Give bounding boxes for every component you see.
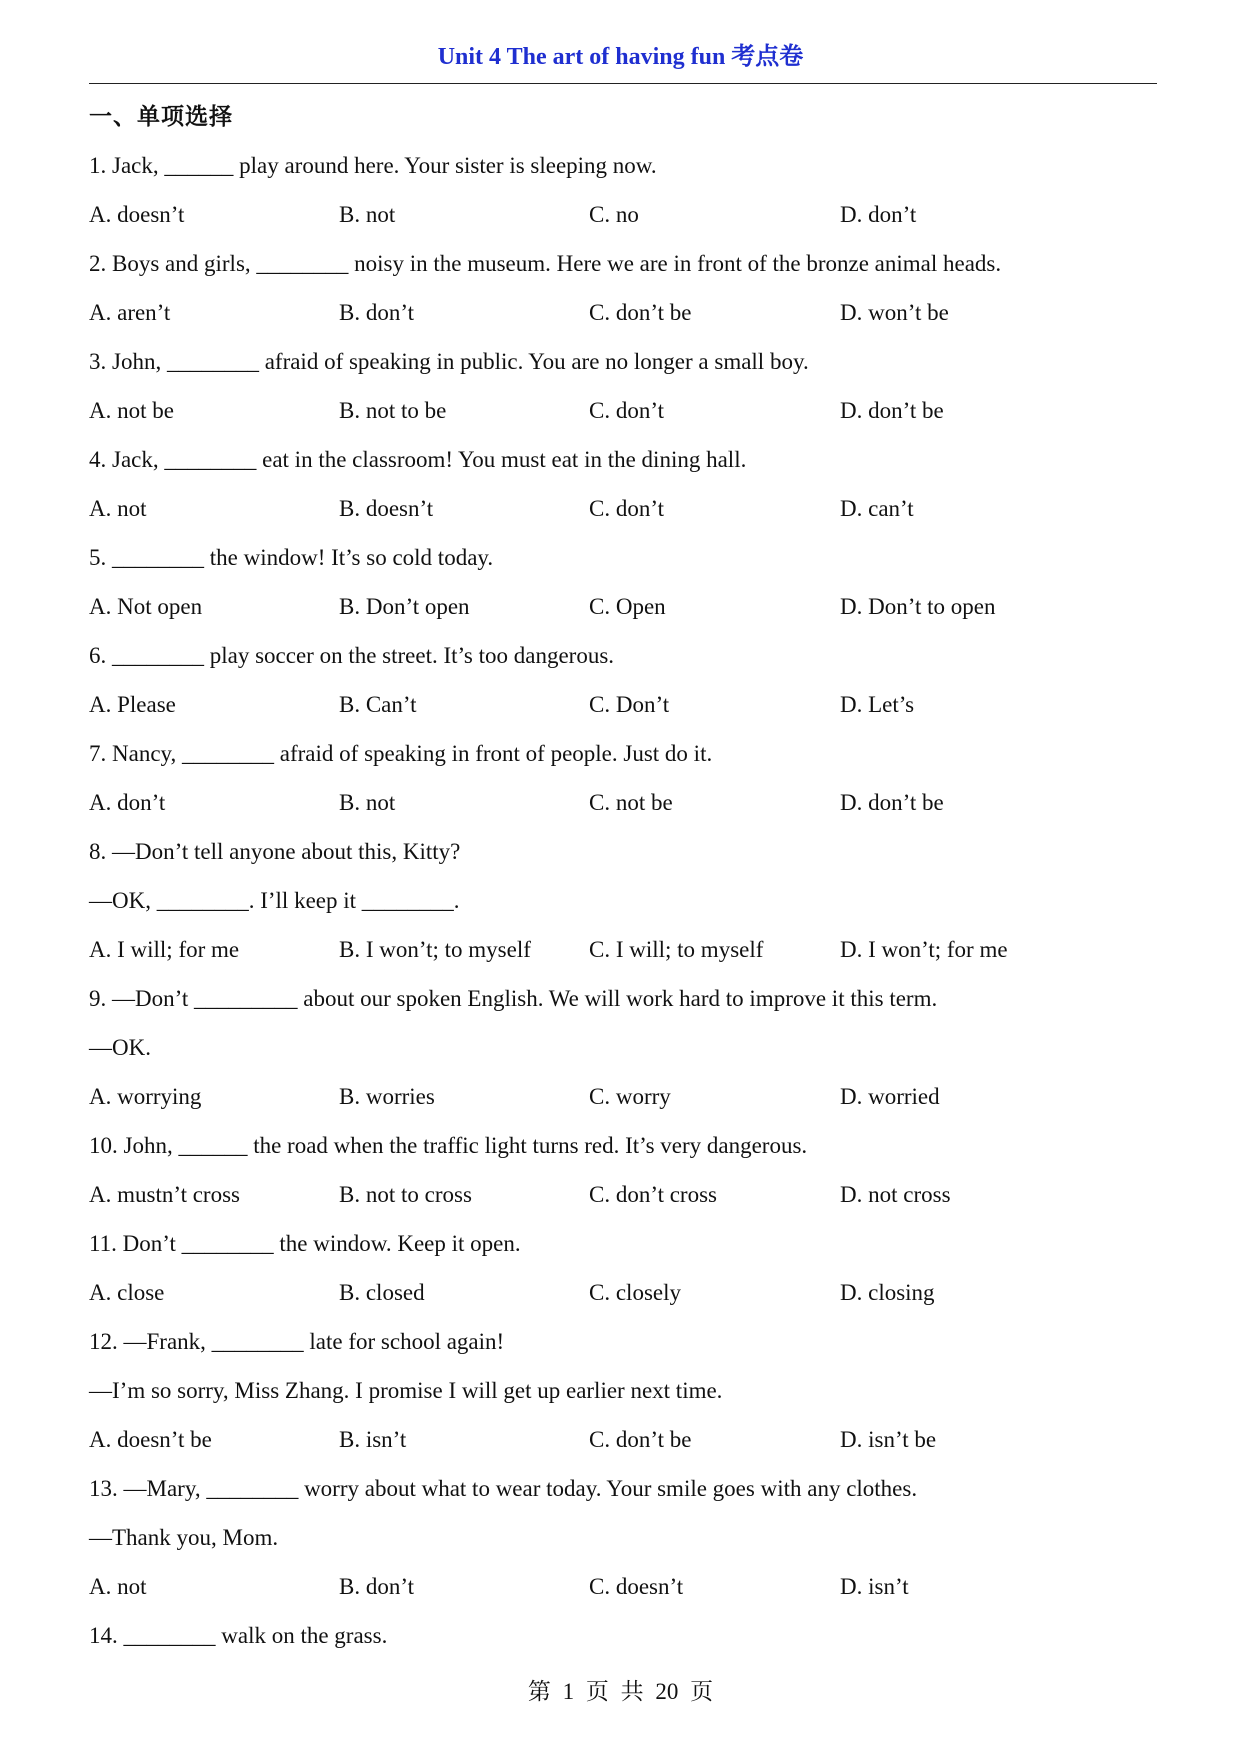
option-d[interactable]: D. don’t be — [840, 790, 944, 815]
question-dialogue-line: —OK. — [89, 1035, 151, 1060]
option-c[interactable]: C. closely — [589, 1280, 681, 1305]
question-stem: 5. ________ the window! It’s so cold today. — [89, 545, 494, 570]
option-d[interactable]: D. worried — [840, 1084, 940, 1109]
option-c[interactable]: C. I will; to myself — [589, 937, 764, 962]
options-row — [89, 680, 1169, 729]
options-row — [89, 778, 1169, 827]
header-divider — [89, 83, 1157, 84]
option-c[interactable]: C. Don’t — [589, 692, 670, 717]
question-stem: 3. John, ________ afraid of speaking in public. You are no longer a small boy. — [89, 349, 809, 374]
option-a[interactable]: A. Not open — [89, 594, 203, 619]
option-a[interactable]: A. doesn’t be — [89, 1427, 212, 1452]
option-a[interactable]: A. don’t — [89, 790, 166, 815]
option-c[interactable]: C. doesn’t — [589, 1574, 684, 1599]
option-b[interactable]: B. worries — [339, 1084, 435, 1109]
option-b[interactable]: B. not to cross — [339, 1182, 472, 1207]
options-row — [89, 1170, 1169, 1219]
option-d[interactable]: D. not cross — [840, 1182, 951, 1207]
question-stem: 7. Nancy, ________ afraid of speaking in front of people. Just do it. — [89, 741, 713, 766]
option-a[interactable]: A. aren’t — [89, 300, 171, 325]
question-stem: 14. ________ walk on the grass. — [89, 1623, 388, 1648]
option-b[interactable]: B. don’t — [339, 1574, 414, 1599]
option-c[interactable]: C. not be — [589, 790, 673, 815]
options-row — [89, 1072, 1169, 1121]
option-b[interactable]: B. isn’t — [339, 1427, 407, 1452]
section-title: 一、单项选择 — [89, 104, 233, 129]
option-a[interactable]: A. not be — [89, 398, 174, 423]
question-stem: 2. Boys and girls, ________ noisy in the museum. Here we are in front of the bronze animal heads. — [89, 251, 1002, 276]
option-d[interactable]: D. closing — [840, 1280, 935, 1305]
options-row — [89, 190, 1169, 239]
question-stem: 13. —Mary, ________ worry about what to wear today. Your smile goes with any clothes. — [89, 1476, 918, 1501]
option-d[interactable]: D. won’t be — [840, 300, 949, 325]
option-a[interactable]: A. not — [89, 496, 147, 521]
question-dialogue-line: —I’m so sorry, Miss Zhang. I promise I will get up earlier next time. — [89, 1378, 723, 1403]
option-d[interactable]: D. Let’s — [840, 692, 915, 717]
option-d[interactable]: D. isn’t — [840, 1574, 909, 1599]
option-b[interactable]: B. not to be — [339, 398, 447, 423]
option-c[interactable]: C. Open — [589, 594, 666, 619]
option-a[interactable]: A. Please — [89, 692, 176, 717]
option-b[interactable]: B. not — [339, 202, 396, 227]
option-a[interactable]: A. I will; for me — [89, 937, 240, 962]
question-stem: 11. Don’t ________ the window. Keep it open. — [89, 1231, 521, 1256]
option-a[interactable]: A. doesn’t — [89, 202, 185, 227]
option-c[interactable]: C. don’t — [589, 496, 664, 521]
options-row — [89, 484, 1169, 533]
options-row — [89, 1268, 1169, 1317]
option-c[interactable]: C. don’t cross — [589, 1182, 717, 1207]
option-b[interactable]: B. I won’t; to myself — [339, 937, 531, 962]
question-stem: 9. —Don’t _________ about our spoken English. We will work hard to improve it this term. — [89, 986, 938, 1011]
option-d[interactable]: D. can’t — [840, 496, 914, 521]
option-b[interactable]: B. don’t — [339, 300, 414, 325]
option-a[interactable]: A. mustn’t cross — [89, 1182, 240, 1207]
option-c[interactable]: C. don’t be — [589, 300, 692, 325]
option-d[interactable]: D. don’t be — [840, 398, 944, 423]
options-row — [89, 386, 1169, 435]
options-row — [89, 1562, 1169, 1611]
page-number: 第 1 页 共 20 页 — [527, 1679, 714, 1704]
question-stem: 4. Jack, ________ eat in the classroom! You must eat in the dining hall. — [89, 447, 747, 472]
question-stem: 8. —Don’t tell anyone about this, Kitty? — [89, 839, 461, 864]
options-row — [89, 288, 1169, 337]
question-dialogue-line: —Thank you, Mom. — [89, 1525, 279, 1550]
option-d[interactable]: D. Don’t to open — [840, 594, 996, 619]
option-b[interactable]: B. Don’t open — [339, 594, 470, 619]
option-d[interactable]: D. I won’t; for me — [840, 937, 1008, 962]
options-row — [89, 582, 1169, 631]
question-list — [89, 141, 1169, 1660]
question-stem: 1. Jack, ______ play around here. Your sister is sleeping now. — [89, 153, 657, 178]
option-c[interactable]: C. don’t be — [589, 1427, 692, 1452]
document-title: Unit 4 The art of having fun 考点卷 — [437, 44, 804, 70]
options-row — [89, 925, 1169, 974]
option-c[interactable]: C. no — [589, 202, 639, 227]
option-b[interactable]: B. doesn’t — [339, 496, 434, 521]
options-row — [89, 1415, 1169, 1464]
option-a[interactable]: A. not — [89, 1574, 147, 1599]
question-stem: 10. John, ______ the road when the traffic light turns red. It’s very dangerous. — [89, 1133, 808, 1158]
option-b[interactable]: B. Can’t — [339, 692, 417, 717]
question-stem: 12. —Frank, ________ late for school again! — [89, 1329, 505, 1354]
question-dialogue-line: —OK, ________. I’ll keep it ________. — [89, 888, 460, 913]
option-b[interactable]: B. closed — [339, 1280, 425, 1305]
option-d[interactable]: D. don’t — [840, 202, 917, 227]
question-stem: 6. ________ play soccer on the street. It’s too dangerous. — [89, 643, 615, 668]
option-b[interactable]: B. not — [339, 790, 396, 815]
option-a[interactable]: A. worrying — [89, 1084, 202, 1109]
option-c[interactable]: C. don’t — [589, 398, 664, 423]
option-c[interactable]: C. worry — [589, 1084, 671, 1109]
option-a[interactable]: A. close — [89, 1280, 165, 1305]
option-d[interactable]: D. isn’t be — [840, 1427, 937, 1452]
